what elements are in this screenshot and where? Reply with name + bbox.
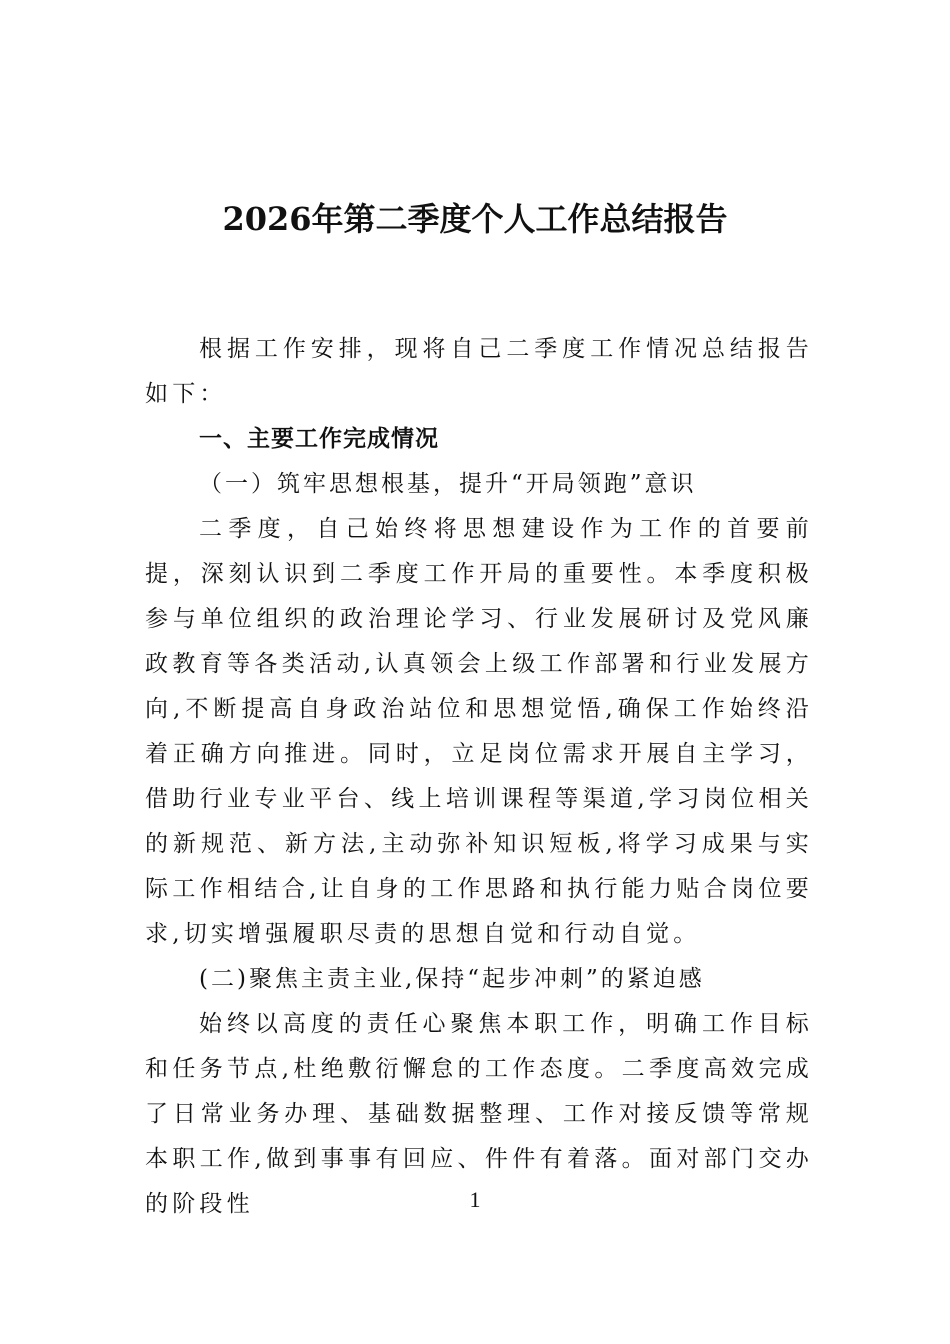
subsection-heading-2: (二)聚焦主责主业,保持“起步冲刺”的紧迫感 xyxy=(199,966,705,992)
subsection-1-paragraph: 二季度，自己始终将思想建设作为工作的首要前提，深刻认识到二季度工作开局的重要性。本季度积极参与单位组织的政治理论学习、行业发展研讨及党风廉政教育等各类活动,认真领会上级工作部署和行业发展方向,不断提高自身政治站位和思想觉悟,确保工作始终沿着正确方向推进。同时，立足岗位需求开展自主学习，借助行业专业平台、线上培训课程等渠道,学习岗位相关的新规范、新方法,主动弥补知识短板,将学习成果与实际工作相结合,让自身的工作思路和执行能力贴合岗位要求,切实增强履职尽责的思想自觉和行动自觉。 xyxy=(145,516,813,947)
intro-paragraph: 根据工作安排，现将自己二季度工作情况总结报告如下： xyxy=(145,336,813,407)
section-heading-1: 一、主要工作完成情况 xyxy=(199,426,439,452)
document-body xyxy=(145,327,813,1227)
document-title: 2026年第二季度个人工作总结报告 xyxy=(222,200,728,238)
page-number: 1 xyxy=(469,1187,481,1212)
subsection-heading-1: （一）筑牢思想根基，提升“开局领跑”意识 xyxy=(199,471,697,497)
subsection-2-paragraph: 始终以高度的责任心聚焦本职工作，明确工作目标和任务节点,杜绝敷衍懈怠的工作态度。二季度高效完成了日常业务办理、基础数据整理、工作对接反馈等常规本职工作,做到事事有回应、件件有着落。面对部门交办的阶段性 xyxy=(145,1011,813,1217)
